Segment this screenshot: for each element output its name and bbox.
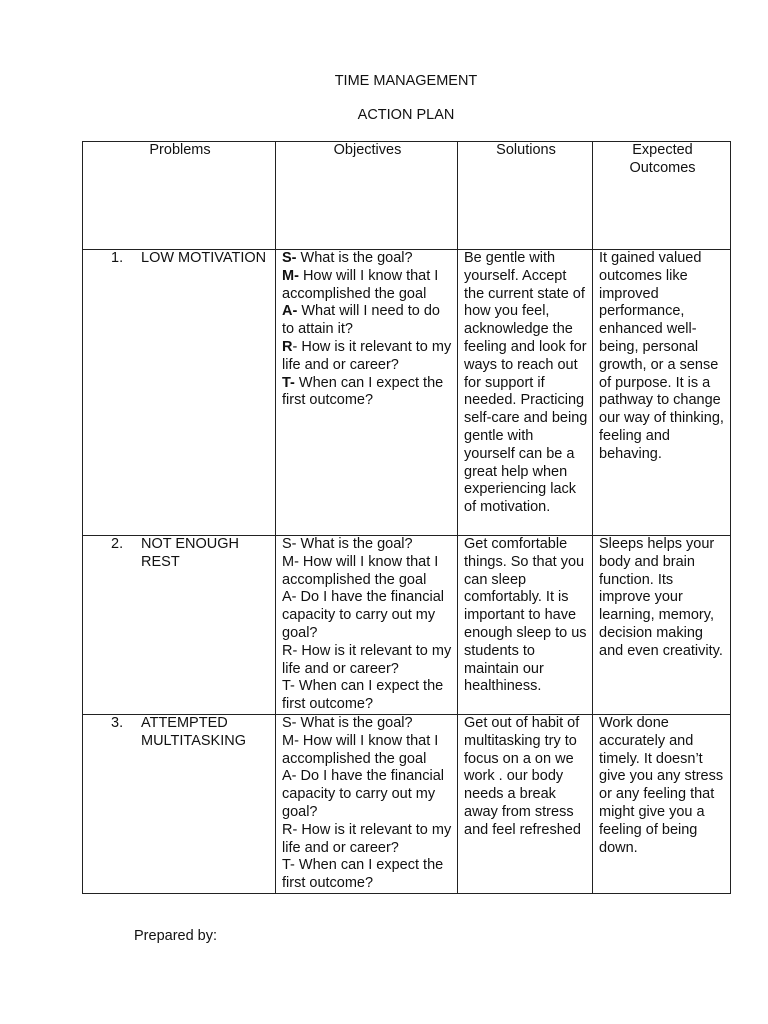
- table-row: [83, 715, 731, 894]
- problem-number: 1.: [111, 250, 124, 266]
- problem-cell: [83, 536, 276, 715]
- document-subtitle: ACTION PLAN: [357, 107, 455, 123]
- solution-cell: Get out of habit of multitasking try to focus on a on we work . our body needs a break away from stress and feel refreshed: [458, 715, 593, 894]
- problem-number: 3.: [111, 715, 124, 731]
- solution-cell: Be gentle with yourself. Accept the current state of how you feel, acknowledge the feeling and look for ways to reach out for support if needed. Practicing self-care and being gentle with yourself can be a great help when experiencing lack of motivation.: [458, 250, 593, 536]
- header-objectives: Objectives: [276, 142, 458, 250]
- problem-cell: [83, 250, 276, 536]
- objective-line: S- What is the goal?: [282, 715, 413, 731]
- objective-line: A- Do I have the financial capacity to carry out my goal?: [282, 768, 445, 820]
- objective-line: A- Do I have the financial capacity to carry out my goal?: [282, 589, 445, 641]
- objective-line: T- When can I expect the first outcome?: [282, 857, 444, 892]
- problem-cell: [83, 715, 276, 894]
- objectives-cell: [276, 250, 458, 536]
- objective-text: - How is it relevant to my life and or career?: [282, 338, 452, 373]
- outcome-cell: Work done accurately and timely. It doesn’t give you any stress or any feeling that might give you a feeling of being down.: [593, 715, 731, 894]
- prepared-by-label: Prepared by:: [134, 928, 218, 944]
- header-solutions: Solutions: [458, 142, 593, 250]
- document-title: TIME MANAGEMENT: [334, 73, 478, 89]
- outcome-cell: Sleeps helps your body and brain function. Its improve your learning, memory, decision making and even creativity.: [593, 536, 731, 715]
- header-expected-outcomes: Expected Outcomes: [593, 142, 731, 250]
- objective-key: M-: [282, 267, 299, 284]
- action-plan-table: [82, 141, 731, 894]
- objective-line: [282, 250, 453, 268]
- objective-text: What will I need to do to attain it?: [282, 303, 440, 338]
- problem-number: 2.: [111, 536, 124, 552]
- objective-text: How will I know that I accomplished the goal: [282, 267, 439, 302]
- objective-line: [282, 303, 453, 339]
- objective-line: S- What is the goal?: [282, 536, 413, 552]
- objective-line: R- How is it relevant to my life and or career?: [282, 821, 452, 856]
- objective-line: T- When can I expect the first outcome?: [282, 678, 444, 713]
- table-row: [83, 250, 731, 536]
- objective-line: [282, 375, 453, 411]
- objective-key: R: [282, 338, 293, 355]
- objective-key: S-: [282, 250, 297, 266]
- problem-text: LOW MOTIVATION: [141, 250, 267, 266]
- objective-line: R- How is it relevant to my life and or career?: [282, 642, 452, 677]
- solution-cell: Get comfortable things. So that you can sleep comfortably. It is important to have enough sleep to us students to maintain our healthiness.: [458, 536, 593, 715]
- objective-line: M- How will I know that I accomplished the goal: [282, 732, 439, 767]
- table-header-row: [83, 142, 731, 250]
- objective-key: A-: [282, 303, 298, 320]
- problem-text: ATTEMPTED MULTITASKING: [141, 715, 246, 749]
- objective-line: [282, 339, 453, 375]
- objective-line: [282, 268, 453, 304]
- problem-text: NOT ENOUGH REST: [141, 536, 240, 570]
- table-row: [83, 536, 731, 715]
- objectives-cell: [276, 715, 458, 894]
- objective-line: M- How will I know that I accomplished the goal: [282, 553, 439, 588]
- objective-text: What is the goal?: [296, 250, 413, 266]
- objective-text: When can I expect the first outcome?: [282, 374, 444, 409]
- objectives-cell: [276, 536, 458, 715]
- outcome-cell: It gained valued outcomes like improved performance, enhanced well-being, personal growth, or a sense of purpose. It is a pathway to change our way of thinking, feeling and behaving.: [593, 250, 731, 536]
- objective-key: T-: [282, 374, 295, 391]
- header-problems: Problems: [83, 142, 276, 250]
